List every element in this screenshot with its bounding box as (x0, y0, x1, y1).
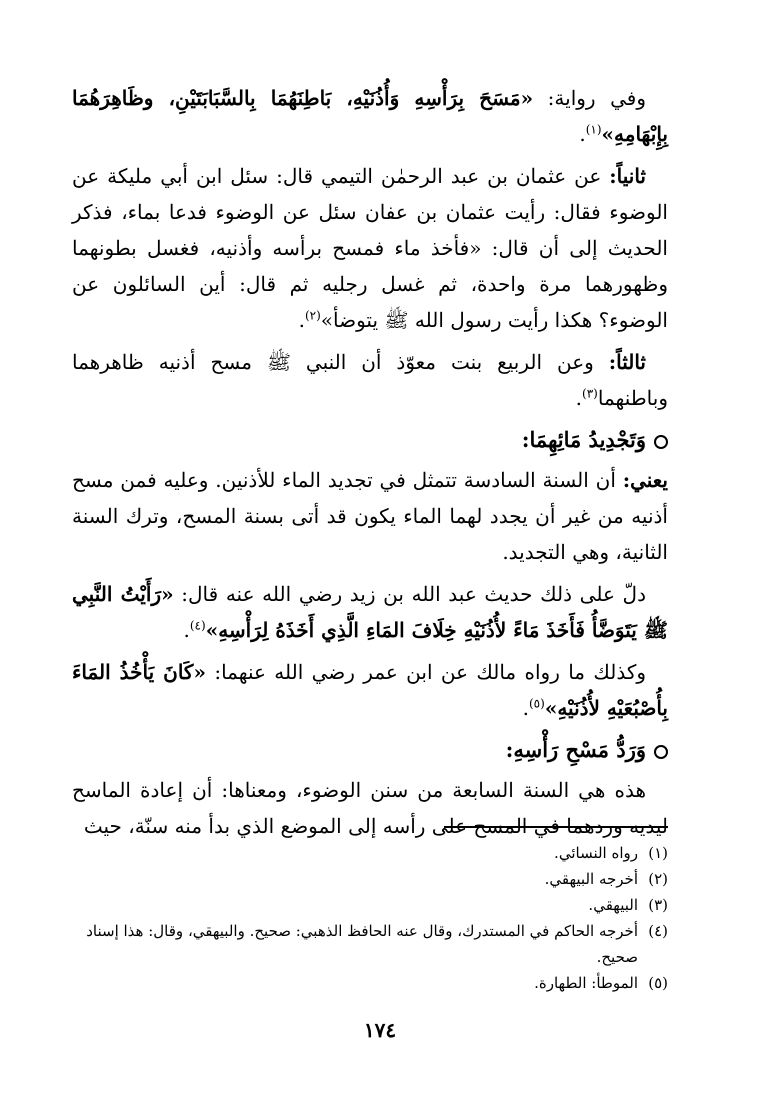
paragraph-label: ثالثاً: (608, 350, 646, 374)
footnote-number: (٢) (648, 870, 668, 888)
paragraph-2 (72, 158, 668, 338)
footnote-item (78, 970, 668, 996)
paragraph-text: وعن الربيع بنت معوّذ أن النبي ﷺ مسح أذنيه ظاهرهما وباطنهما (72, 350, 668, 410)
paragraph-text: هذه هي السنة السابعة من سنن الوضوء، ومعناها: أن إعادة الماسح ليديه وردهما في المسح على رأسه إلى الموضع الذي بدأ منه سنّة، حيث (72, 778, 668, 838)
circle-bullet-icon (654, 745, 668, 759)
paragraph-text: أن السنة السادسة تتمثل في تجديد الماء للأذنين. وعليه فمن مسح أذنيه من غير أن يجدد لهما الماء يكون قد أتى بسنة المسح، وترك السنة الثانية، وهي التجديد. (72, 468, 668, 564)
footnote-item (78, 840, 668, 866)
footnote-item (78, 892, 668, 918)
paragraph-3 (72, 344, 668, 416)
paragraph-label: يعني: (622, 468, 668, 492)
footnote-text: أخرجه الحاكم في المستدرك، وقال عنه الحافظ الذهبي: صحيح. والبيهقي، وقال: هذا إسناد صحيح. (86, 922, 638, 966)
paragraph-text: . (522, 696, 529, 720)
footnote-number: (٣) (648, 896, 668, 914)
footnote-ref: (٤) (189, 618, 206, 633)
paragraph-text: دلّ على ذلك حديث عبد الله بن زيد رضي الله عنه قال: (173, 582, 646, 606)
footnote-item (78, 866, 668, 892)
footnote-ref: (٣) (582, 386, 598, 401)
paragraph-4 (72, 462, 668, 570)
footnote-divider (444, 826, 668, 828)
paragraph-7 (72, 772, 668, 844)
paragraph-text: . (579, 122, 586, 146)
paragraph-5 (72, 576, 668, 648)
paragraph-text: وكذلك ما رواه مالك عن ابن عمر رضي الله عنهما: (205, 660, 646, 684)
paragraph-text: وفي رواية: (533, 86, 646, 110)
footnote-text: رواه النسائي. (554, 844, 638, 862)
circle-bullet-icon (654, 435, 668, 449)
paragraph-text: عن عثمان بن عبد الرحمٰن التيمي قال: سئل ابن أبي مليكة عن الوضوء فقال: رأيت عثمان بن عفان سئل عن الوضوء فدعا بماء، فذكر الحديث إلى أن قال: «فأخذ ماء فمسح برأسه وأذنيه، فغسل بطونهما وظهورهما مرة واحدة، ثم غسل رجليه ثم قال: أين السائلون عن الوضوء؟ هكذا رأيت رسول الله ﷺ يتوضأ» (72, 164, 668, 332)
footnote-text: أخرجه البيهقي. (544, 870, 638, 888)
footnote-ref: (١) (585, 122, 602, 137)
section-heading (72, 732, 668, 768)
footnote-text: البيهقي. (588, 896, 638, 914)
paragraph-label: ثانياً: (609, 164, 646, 188)
paragraph-6 (72, 654, 668, 726)
footnote-item (78, 918, 668, 970)
hadith-quote: «رَأَيْتُ النَّبِي ﷺ يَتَوَضَّأُ فَأَخَذَ مَاءً لأُذُنَيْهِ خِلَافَ المَاءِ الَّذِي أَخَذَهُ لِرَأْسِهِ» (72, 582, 668, 642)
paragraph-text: . (183, 618, 190, 642)
paragraph-1 (72, 80, 668, 152)
footnote-number: (٥) (648, 974, 668, 992)
footnote-ref: (٢) (304, 308, 321, 323)
page-number: ١٧٤ (363, 1018, 397, 1042)
hadith-quote: «كَانَ يَأْخُذُ المَاءَ بِأُصْبُعَيْهِ لأُذُنَيْهِ» (72, 660, 668, 720)
paragraph-text: . (575, 386, 583, 410)
footnote-number: (١) (648, 844, 668, 862)
paragraph-text: . (298, 308, 305, 332)
section-heading (72, 422, 668, 458)
heading-text: وَتَجْدِيدُ مَائِهِمَا: (521, 427, 646, 452)
footnotes (78, 840, 668, 996)
footnote-number: (٤) (648, 922, 668, 940)
footnote-text: الموطأ: الطهارة. (534, 974, 638, 992)
main-text (72, 80, 668, 850)
footnote-ref: (٥) (528, 696, 545, 711)
hadith-quote: «مَسَحَ بِرَأْسِهِ وَأُذُنَيْهِ، بَاطِنَهُمَا بِالسَّبَابَتَيْنِ، وظَاهِرَهُمَا بِإِبْهَامِهِ» (72, 86, 668, 146)
heading-text: وَرَدُّ مَسْحِ رَأْسِهِ: (505, 737, 646, 762)
